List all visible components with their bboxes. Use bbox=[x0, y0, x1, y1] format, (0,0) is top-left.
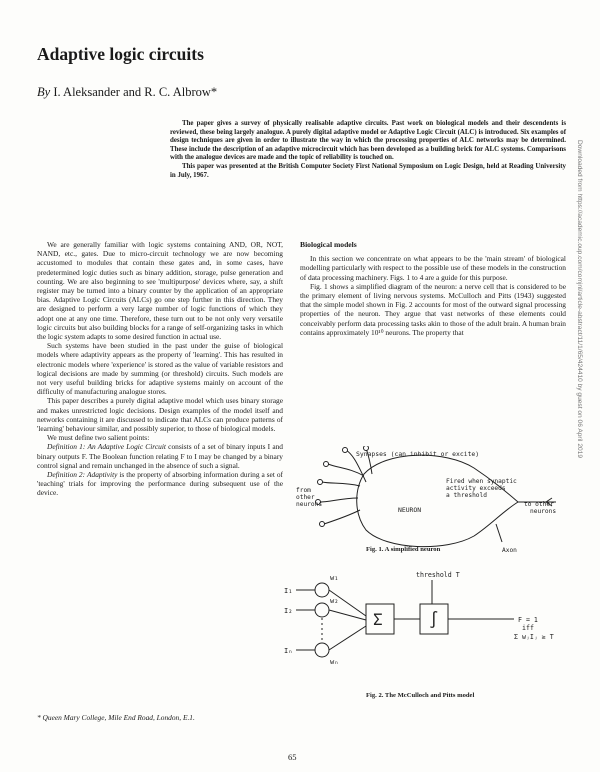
axon-label: Axon bbox=[502, 547, 517, 554]
author-line bbox=[37, 85, 217, 100]
left-column bbox=[37, 240, 283, 498]
neuron-label: NEURON bbox=[398, 506, 422, 514]
download-watermark: Downloaded from https://academic.oup.com/comjnl/article-abstract/11/1/65/424410 by guest on 06 April 2019 bbox=[576, 140, 583, 459]
input-i2-label: I₂ bbox=[284, 607, 293, 615]
body-paragraph: Such systems have been studied in the past under the guise of biological models where adaptivity appears as the property of 'learning'. This has resulted in electronic models where 'experience' is stored as the value of variable resistors and logical decisions are made by summing (or threshold) circuits. Such models are not very useful building bricks for adaptive systems mainly on account of the difficulty of manufacturing analogue stores. bbox=[37, 341, 283, 397]
page-number: 65 bbox=[288, 752, 297, 762]
body-paragraph: Fig. 1 shows a simplified diagram of the neuron: a nerve cell that is considered to be the primary element of living nervous systems. McCulloch and Pitts (1943) suggested that the simple model shown in Fig. 2 accounts for most of the outward signal processing properties of the neuron. They argue that vast networks of these elements could conceivably perform data processing tasks akin to those of the adult brain. A human brain contains approximately 10¹⁰ neurons. The property that bbox=[300, 281, 566, 337]
section-heading: Biological models bbox=[300, 240, 357, 249]
body-paragraph: This paper describes a purely digital adaptive model which uses binary storage and makes unrestricted logic decisions. Design examples of the model itself and networks containing it are discussed to indicate that ALCs can produce patterns of 'learning' behaviour similar, and possibly superior, to those of biological models. bbox=[37, 396, 283, 434]
definition-label: Definition 2: bbox=[47, 470, 86, 480]
figure-1-neuron-diagram bbox=[296, 446, 568, 558]
to-label-line-1: to other bbox=[524, 501, 554, 508]
to-label-line-2: neurons bbox=[530, 508, 557, 515]
figure-1-caption: Fig. 1. A simplified neuron bbox=[366, 546, 441, 553]
weight-w1-label: w₁ bbox=[330, 574, 339, 582]
input-i1-label: I₁ bbox=[284, 587, 293, 595]
abstract-presentation-note: This paper was presented at the British Computer Society First National Symposium on Logic Design, held at Reading University in July, 1967. bbox=[170, 162, 566, 179]
abstract bbox=[170, 120, 566, 180]
fired-label-line-1: Fired when synaptic bbox=[446, 478, 517, 485]
from-label-line-1: from bbox=[296, 487, 311, 494]
definition-text: consists of a set of binary inputs I and binary outputs F. The Boolean function relating F to I may be changed by a binary control signal and remain unchanged in the absence of such a signal. bbox=[37, 442, 284, 470]
definition-term: An Adaptive Logic Circuit bbox=[87, 442, 166, 452]
definition-label: Definition 1: bbox=[47, 442, 86, 452]
body-paragraph: We are generally familiar with logic systems containing AND, OR, NOT, NAND, etc., gates. Due to micro-circuit technology we are now becoming accustomed to modules that contain these gates and, in some cases, have predetermined logic duties such as binary addition, storage, pulse generation and counting. We are also beginning to see 'multipurpose' devices where, say, a shift register may be turned into a binary counter by the application of an appropriate bias. Adaptive Logic Circuits (ALCs) go one step further in this direction. They are designed to perform a very large number of logic functions of which they adopt one at any one time. Therefore, these turn out to be not only very versatile logic circuits but also building blocks for a range of self-organizing tasks in which the logic system adapts to some desired function in actual use. bbox=[37, 240, 283, 342]
right-column bbox=[300, 240, 566, 337]
author-names: I. Aleksander and R. C. Albrow* bbox=[53, 85, 218, 99]
figure-2-mcculloch-pitts-diagram bbox=[282, 566, 564, 694]
integrate-symbol: ∫ bbox=[429, 610, 439, 629]
fired-label-line-3: a threshold bbox=[446, 492, 487, 499]
body-paragraph: We must define two salient points: bbox=[47, 433, 150, 443]
neuron-body-outline bbox=[357, 455, 518, 546]
definition-2 bbox=[37, 470, 283, 498]
synapses-label: Synapses (can inhibit or excite) bbox=[356, 450, 480, 458]
output-label-line-1: F = 1 bbox=[518, 616, 538, 624]
input-lines bbox=[296, 590, 315, 650]
weight-wn-label: wₙ bbox=[330, 658, 339, 666]
output-label-line-3: Σ wⱼIⱼ ≥ T bbox=[514, 633, 554, 641]
dendrites bbox=[320, 448, 372, 524]
threshold-label: threshold T bbox=[416, 571, 460, 579]
definition-term: Adaptivity bbox=[87, 470, 118, 480]
input-in-label: Iₙ bbox=[284, 647, 293, 655]
author-by: By bbox=[37, 85, 51, 99]
from-label-line-3: neurons bbox=[296, 501, 323, 508]
figure-2-caption: Fig. 2. The McCulloch and Pitts model bbox=[366, 692, 475, 699]
synapse-knobs bbox=[316, 446, 369, 527]
definition-text: is the property of absorbing information during a set of 'teaching' trials for improving the performance during subsequent use of the device. bbox=[37, 470, 283, 498]
sum-symbol: Σ bbox=[373, 610, 383, 629]
definition-1 bbox=[37, 442, 283, 470]
output-label-line-2: iff bbox=[522, 624, 534, 632]
article-title: Adaptive logic circuits bbox=[37, 44, 204, 64]
fired-label-line-2: activity exceeds bbox=[446, 485, 506, 492]
abstract-paragraph: The paper gives a survey of physically realisable adaptive circuits. Past work on biological models and their descendents is reviewed, these being largely analogue. A purely digital adaptive model or Adaptive Logic Circuit (ALC) is introduced. Six examples of design techniques are given in order to illustrate the way in which the processing properties of ALC networks may be determined. These include the description of an adaptive microcircuit which has been developed as a building brick for ALC systems. Comparisons with the analogue devices are made and the topic of reliability is touched on. bbox=[170, 120, 566, 162]
weight-w2-label: w₂ bbox=[330, 597, 339, 605]
footnote: * Queen Mary College, Mile End Road, London, E.1. bbox=[37, 713, 195, 722]
axon-pointer bbox=[496, 524, 502, 542]
from-label-line-2: other bbox=[296, 494, 315, 501]
body-paragraph: In this section we concentrate on what appears to be the 'main stream' of biological modelling particularly with respect to the possible use of these models in the construction of data processing machinery. Figs. 1 to 4 are a guide for this purpose. bbox=[300, 254, 566, 282]
